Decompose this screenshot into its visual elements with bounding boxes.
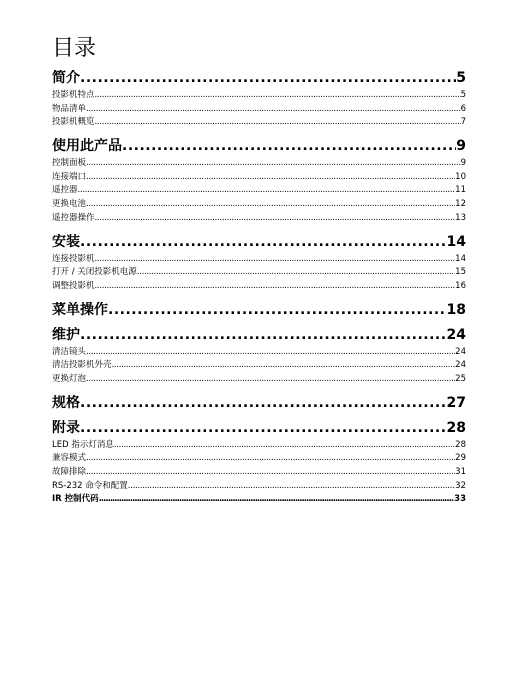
entry-label: 故障排除 (52, 467, 87, 477)
toc-section (52, 302, 466, 319)
dot-leader (80, 420, 447, 437)
chapter-page-number: 27 (446, 394, 466, 411)
dot-leader (128, 480, 455, 494)
chapter-label: 菜单操作 (52, 301, 108, 318)
toc-section (52, 327, 466, 387)
chapter-label: 使用此产品 (52, 138, 122, 155)
entry-label: 连接投影机 (52, 253, 95, 264)
toc-sub-entry[interactable] (52, 359, 466, 373)
entry-label: 更换灯泡 (52, 373, 87, 384)
entry-page-number: 29 (455, 453, 466, 464)
dot-leader (80, 395, 447, 412)
entry-label: 清洁镜头 (52, 346, 87, 357)
entry-label: 物品清单 (52, 103, 87, 114)
toc-section (52, 395, 466, 412)
toc-chapter-entry[interactable] (52, 395, 466, 412)
toc-sub-entry[interactable] (52, 373, 466, 387)
entry-label: IR 控制代码 (52, 494, 99, 505)
dot-leader (95, 253, 456, 267)
chapter-page-number: 24 (446, 326, 466, 343)
dot-leader (86, 466, 455, 480)
toc-sub-entry[interactable] (52, 466, 466, 480)
toc-title: 目录 (52, 36, 97, 61)
dot-leader (95, 89, 461, 103)
chapter-page-number: 18 (446, 301, 466, 318)
dot-leader (86, 157, 461, 171)
chapter-label: 维护 (52, 326, 80, 343)
entry-page-number: 10 (455, 171, 466, 182)
toc-sub-entry[interactable] (52, 116, 466, 130)
dot-leader (112, 359, 456, 373)
entry-label: LED 指示灯消息 (52, 439, 114, 450)
entry-label: 遥控器操作 (52, 212, 95, 223)
entry-label: 遥控器 (52, 185, 78, 196)
toc-sub-entry[interactable] (52, 452, 466, 466)
toc-sub-entry[interactable] (52, 480, 466, 494)
dot-leader (95, 280, 456, 294)
toc-sub-entry[interactable] (52, 171, 466, 185)
dot-leader (86, 452, 455, 466)
toc-sub-entry[interactable] (52, 253, 466, 267)
dot-leader (78, 184, 456, 198)
entry-label: 投影机特点 (52, 90, 95, 100)
toc-sub-entry[interactable] (52, 157, 466, 171)
entry-page-number: 14 (455, 253, 466, 264)
toc-sub-entry[interactable] (52, 103, 466, 117)
toc-sub-entry[interactable] (52, 184, 466, 198)
toc-chapter-entry[interactable] (52, 70, 466, 87)
toc-section (52, 138, 466, 225)
entry-page-number: 28 (455, 439, 466, 450)
toc-chapter-entry[interactable] (52, 138, 466, 155)
chapter-label: 规格 (52, 394, 80, 411)
dot-leader (122, 138, 456, 155)
toc-sub-entry[interactable] (52, 493, 466, 507)
dot-leader (80, 70, 456, 87)
toc-page (52, 36, 466, 515)
entry-page-number: 24 (455, 360, 466, 371)
entry-label: 调整投影机 (52, 280, 95, 291)
entry-label: 投影机概览 (52, 117, 95, 128)
entry-page-number: 32 (455, 480, 466, 491)
chapter-label: 附录 (52, 419, 80, 436)
chapter-label: 简介 (52, 70, 80, 86)
toc-chapter-entry[interactable] (52, 420, 466, 437)
entry-label: 连接端口 (52, 171, 87, 182)
entry-page-number: 16 (455, 280, 466, 291)
entry-page-number: 15 (455, 267, 466, 278)
chapter-page-number: 9 (456, 138, 466, 155)
dot-leader (86, 373, 455, 387)
toc-sub-entry[interactable] (52, 280, 466, 294)
entry-page-number: 24 (455, 346, 466, 357)
chapter-page-number: 5 (456, 70, 466, 86)
toc-chapter-entry[interactable] (52, 302, 466, 319)
dot-leader (86, 198, 455, 212)
dot-leader (114, 439, 455, 453)
entry-page-number: 31 (455, 467, 466, 477)
dot-leader (80, 327, 447, 344)
entry-label: 更换电池 (52, 199, 87, 210)
dot-leader (86, 103, 461, 117)
entry-page-number: 7 (460, 117, 466, 128)
toc-sub-entry[interactable] (52, 439, 466, 453)
entry-page-number: 13 (455, 212, 466, 223)
toc-chapter-entry[interactable] (52, 327, 466, 344)
toc-sub-entry[interactable] (52, 198, 466, 212)
entry-page-number: 11 (455, 185, 466, 196)
dot-leader (86, 346, 455, 360)
dot-leader (137, 266, 455, 280)
dot-leader (108, 302, 447, 319)
chapter-page-number: 28 (446, 419, 466, 436)
dot-leader (86, 171, 455, 185)
entry-page-number: 6 (460, 103, 466, 114)
dot-leader (95, 212, 456, 226)
toc-section (52, 420, 466, 507)
entry-label: 打开 / 关闭投影机电源 (52, 267, 137, 278)
entry-label: 控制面板 (52, 158, 87, 169)
entry-label: 清洁投影机外壳 (52, 360, 112, 371)
entry-page-number: 12 (455, 199, 466, 210)
dot-leader (80, 234, 447, 251)
dot-leader (95, 116, 461, 130)
entry-page-number: 25 (455, 373, 466, 384)
entry-label: 兼容模式 (52, 453, 87, 464)
toc-section (52, 70, 466, 130)
toc-section (52, 234, 466, 294)
entry-page-number: 5 (460, 90, 466, 100)
entry-page-number: 9 (460, 158, 466, 169)
chapter-label: 安装 (52, 233, 80, 250)
entry-label: RS-232 命令和配置 (52, 480, 128, 491)
toc-sub-entry[interactable] (52, 346, 466, 360)
dot-leader (99, 493, 454, 507)
entry-page-number: 33 (454, 494, 466, 505)
toc-chapter-entry[interactable] (52, 234, 466, 251)
toc-sub-entry[interactable] (52, 212, 466, 226)
toc-sub-entry[interactable] (52, 266, 466, 280)
toc-sub-entry[interactable] (52, 89, 466, 103)
chapter-page-number: 14 (446, 233, 466, 250)
